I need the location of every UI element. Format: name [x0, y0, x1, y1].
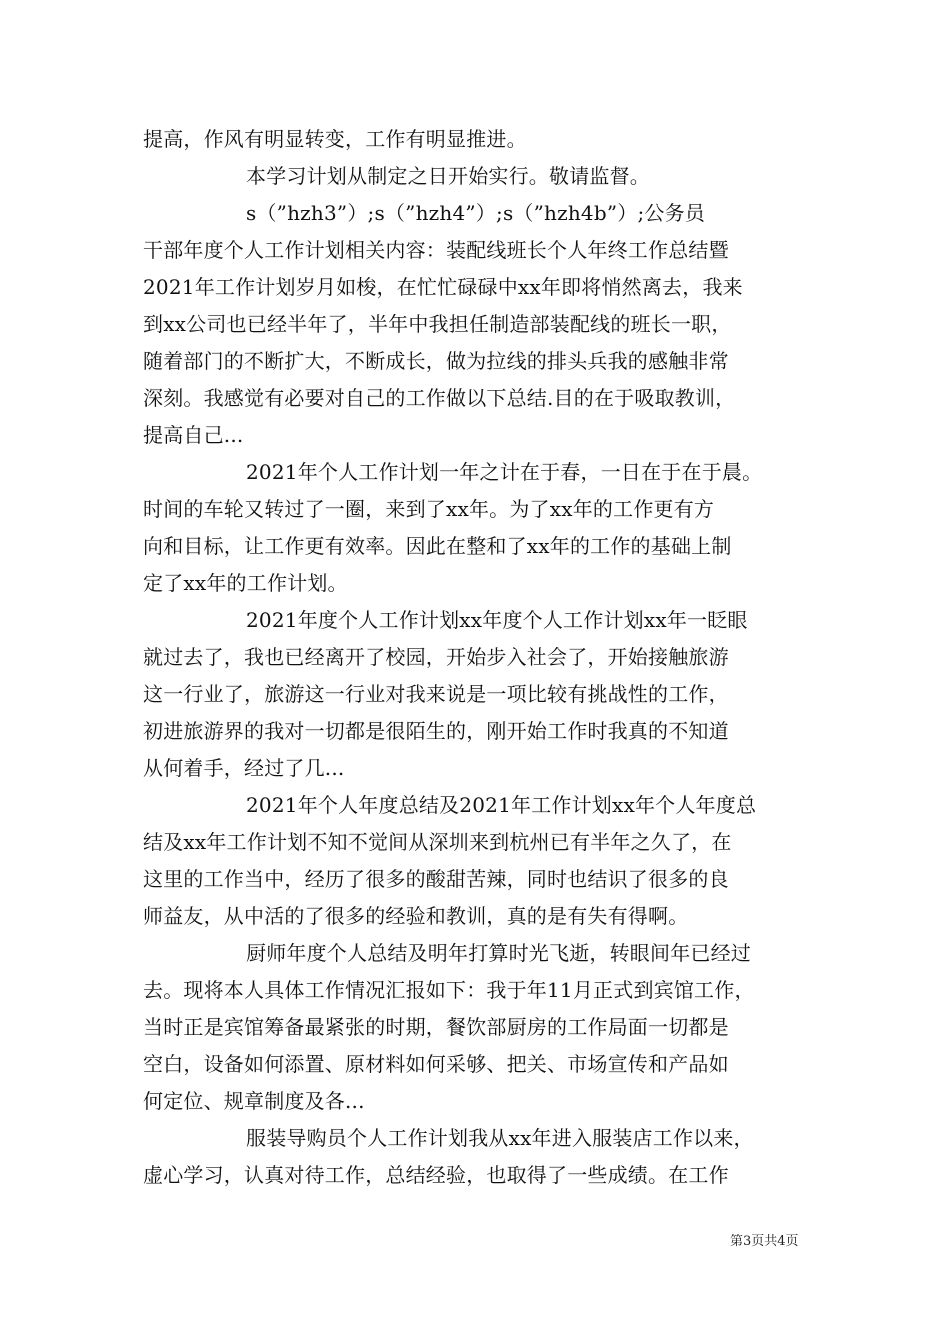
page-number: 第3页共4页	[730, 1234, 799, 1249]
text-line: 初进旅游界的我对一切都是很陌生的，刚开始工作时我真的不知道	[143, 719, 729, 743]
text-line: 定了xx年的工作计划。	[143, 571, 348, 595]
text-line: 结及xx年工作计划不知不觉间从深圳来到杭州已有半年之久了，在	[143, 830, 732, 854]
text-line: 师益友，从中活的了很多的经验和教训，真的是有失有得啊。	[143, 904, 689, 928]
text-line: 提高自己...	[143, 423, 244, 447]
text-line: 2021年个人工作计划一年之计在于春，一日在于在于晨。	[246, 460, 763, 484]
text-line: 向和目标，让工作更有效率。因此在整和了xx年的工作的基础上制	[143, 534, 732, 558]
text-line: 随着部门的不断扩大，不断成长，做为拉线的排头兵我的感触非常	[143, 349, 729, 373]
text-line: 虚心学习，认真对待工作，总结经验，也取得了一些成绩。在工作	[143, 1163, 729, 1187]
text-line: 干部年度个人工作计划相关内容：装配线班长个人年终工作总结暨	[143, 238, 729, 262]
text-line: 何定位、规章制度及各...	[143, 1089, 365, 1113]
text-line: 时间的车轮又转过了一圈，来到了xx年。为了xx年的工作更有方	[143, 497, 715, 521]
text-line: 从何着手，经过了几...	[143, 756, 345, 780]
text-line: 深刻。我感觉有必要对自己的工作做以下总结.目的在于吸取教训，	[143, 386, 736, 410]
text-line: 就过去了，我也已经离开了校园，开始步入社会了，开始接触旅游	[143, 645, 729, 669]
text-line: 这里的工作当中，经历了很多的酸甜苦辣，同时也结识了很多的良	[143, 867, 729, 891]
text-line: 到xx公司也已经半年了，半年中我担任制造部装配线的班长一职，	[143, 312, 732, 336]
text-line: 当时正是宾馆筹备最紧张的时期，餐饮部厨房的工作局面一切都是	[143, 1015, 729, 1039]
text-line: 提高，作风有明显转变，工作有明显推进。	[143, 127, 527, 151]
text-line: 2021年度个人工作计划xx年度个人工作计划xx年一眨眼	[246, 608, 748, 632]
text-line: s（”hzh3”）;s（”hzh4”）;s（”hzh4b”）;公务员	[246, 201, 706, 225]
text-line: 2021年个人年度总结及2021年工作计划xx年个人年度总	[246, 793, 757, 817]
text-line: 服装导购员个人工作计划我从xx年进入服装店工作以来，	[246, 1126, 754, 1150]
text-line: 去。现将本人具体工作情况汇报如下：我于年11月正式到宾馆工作，	[143, 978, 755, 1002]
text-line: 这一行业了，旅游这一行业对我来说是一项比较有挑战性的工作，	[143, 682, 729, 706]
text-line: 本学习计划从制定之日开始实行。敬请监督。	[246, 164, 650, 188]
text-line: 厨师年度个人总结及明年打算时光飞逝，转眼间年已经过	[246, 941, 751, 965]
text-line: 2021年工作计划岁月如梭，在忙忙碌碌中xx年即将悄然离去，我来	[143, 275, 743, 299]
text-line: 空白，设备如何添置、原材料如何采够、把关、市场宣传和产品如	[143, 1052, 729, 1076]
